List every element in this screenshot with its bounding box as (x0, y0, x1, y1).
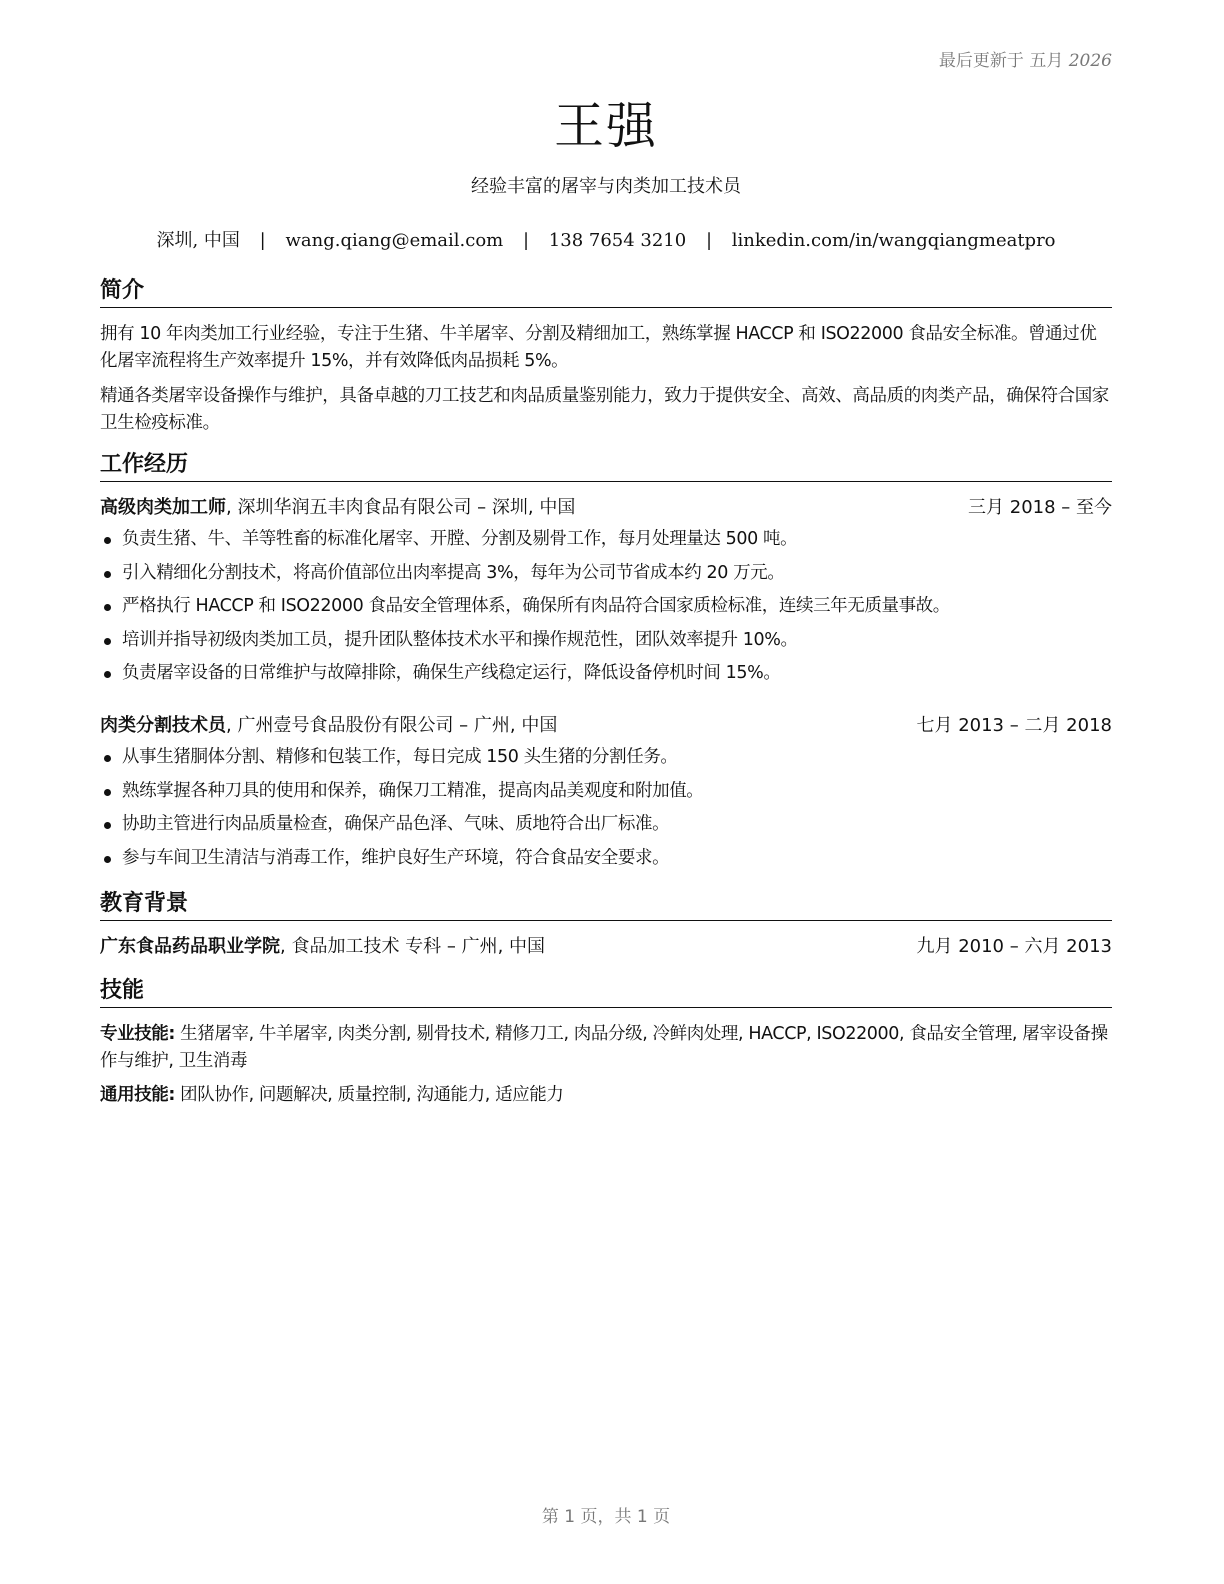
experience-bullet: 参与车间卫生清洁与消毒工作，维护良好生产环境，符合食品安全要求。 (100, 842, 1112, 876)
experience-bullet: 协助主管进行肉品质量检查，确保产品色泽、气味、质地符合出厂标准。 (100, 808, 1112, 842)
contact-location: 深圳, 中国 (156, 230, 240, 251)
candidate-name: 王强 (554, 97, 658, 155)
section-title-education: 教育背景 (100, 891, 1112, 921)
skills-professional-list: 生猪屠宰, 牛羊屠宰, 肉类分割, 剔骨技术, 精修刀工, 肉品分级, 冷鲜肉处理, HACCP, ISO22000, 食品安全管理, 屠宰设备操作与维护, 卫生消毒 (100, 1024, 1108, 1071)
education-detail: , 食品加工技术 专科 – 广州, 中国 (280, 936, 546, 957)
experience-entry-header (100, 495, 1112, 521)
last-updated-label: 最后更新于 五月 (938, 51, 1064, 71)
experience-org: , 广州壹号食品股份有限公司 – 广州, 中国 (226, 715, 558, 736)
contact-phone: 138 7654 3210 (548, 230, 687, 251)
contact-email[interactable]: wang.qiang@email.com (285, 230, 504, 251)
skills-general-label: 通用技能: (100, 1085, 175, 1105)
experience-bullet: 负责生猪、牛、羊等牲畜的标准化屠宰、开膛、分割及剔骨工作，每月处理量达 500 吨。 (100, 523, 1112, 557)
summary-paragraph: 拥有 10 年肉类加工行业经验，专注于生猪、牛羊屠宰、分割及精细加工，熟练掌握 HACCP 和 ISO22000 食品安全标准。曾通过优化屠宰流程将生产效率提升 15%，并有效降低肉品损耗 5%。 (100, 324, 1097, 371)
contact-separator: | (522, 230, 530, 251)
experience-bullet: 负责屠宰设备的日常维护与故障排除，确保生产线稳定运行，降低设备停机时间 15%。 (100, 657, 1112, 691)
experience-bullet: 严格执行 HACCP 和 ISO22000 食品安全管理体系，确保所有肉品符合国家质检标准，连续三年无质量事故。 (100, 590, 1112, 624)
education-school: 广东食品药品职业学院 (100, 936, 280, 957)
experience-title: 高级肉类加工师 (100, 497, 226, 518)
section-title-summary: 简介 (100, 278, 1112, 308)
experience-org: , 深圳华润五丰肉食品有限公司 – 深圳, 中国 (226, 497, 576, 518)
education-school-line (100, 934, 545, 960)
experience-bullet: 培训并指导初级肉类加工员，提升团队整体技术水平和操作规范性，团队效率提升 10%。 (100, 624, 1112, 658)
experience-title: 肉类分割技术员 (100, 715, 226, 736)
experience-dates: 七月 2013 – 二月 2018 (916, 715, 1112, 736)
contact-separator: | (259, 230, 266, 251)
resume-page (100, 0, 1112, 1584)
last-updated-year: 2026 (1068, 51, 1112, 71)
experience-dates: 三月 2018 – 至今 (968, 497, 1112, 518)
education-entry-header (100, 934, 1112, 960)
candidate-headline: 经验丰富的屠宰与肉类加工技术员 (471, 176, 741, 197)
skills-general-list: 团队协作, 问题解决, 质量控制, 沟通能力, 适应能力 (180, 1085, 564, 1105)
education-dates: 九月 2010 – 六月 2013 (916, 936, 1112, 957)
section-title-experience: 工作经历 (100, 452, 1112, 482)
contact-line (100, 226, 1112, 252)
experience-bullet: 从事生猪胴体分割、精修和包装工作，每日完成 150 头生猪的分割任务。 (100, 741, 1112, 775)
skills-professional-label: 专业技能: (100, 1024, 175, 1044)
page-footer: 第 1 页，共 1 页 (541, 1507, 671, 1527)
summary-paragraph: 精通各类屠宰设备操作与维护，具备卓越的刀工技艺和肉品质量鉴别能力，致力于提供安全、高效、高品质的肉类产品，确保符合国家卫生检疫标准。 (100, 386, 1109, 433)
contact-linkedin[interactable]: linkedin.com/in/wangqiangmeatpro (731, 230, 1056, 251)
experience-bullets (100, 741, 1112, 875)
skills-professional (100, 1021, 1112, 1075)
experience-entry-header (100, 713, 1112, 739)
section-title-skills: 技能 (100, 978, 1112, 1008)
contact-separator: | (705, 230, 713, 251)
last-updated (939, 46, 1112, 71)
experience-role (100, 713, 557, 739)
experience-role (100, 495, 575, 521)
experience-bullet: 引入精细化分割技术，将高价值部位出肉率提高 3%，每年为公司节省成本约 20 万元。 (100, 557, 1112, 591)
skills-general (100, 1082, 1112, 1109)
experience-bullet: 熟练掌握各种刀具的使用和保养，确保刀工精准，提高肉品美观度和附加值。 (100, 775, 1112, 809)
experience-bullets (100, 523, 1112, 691)
